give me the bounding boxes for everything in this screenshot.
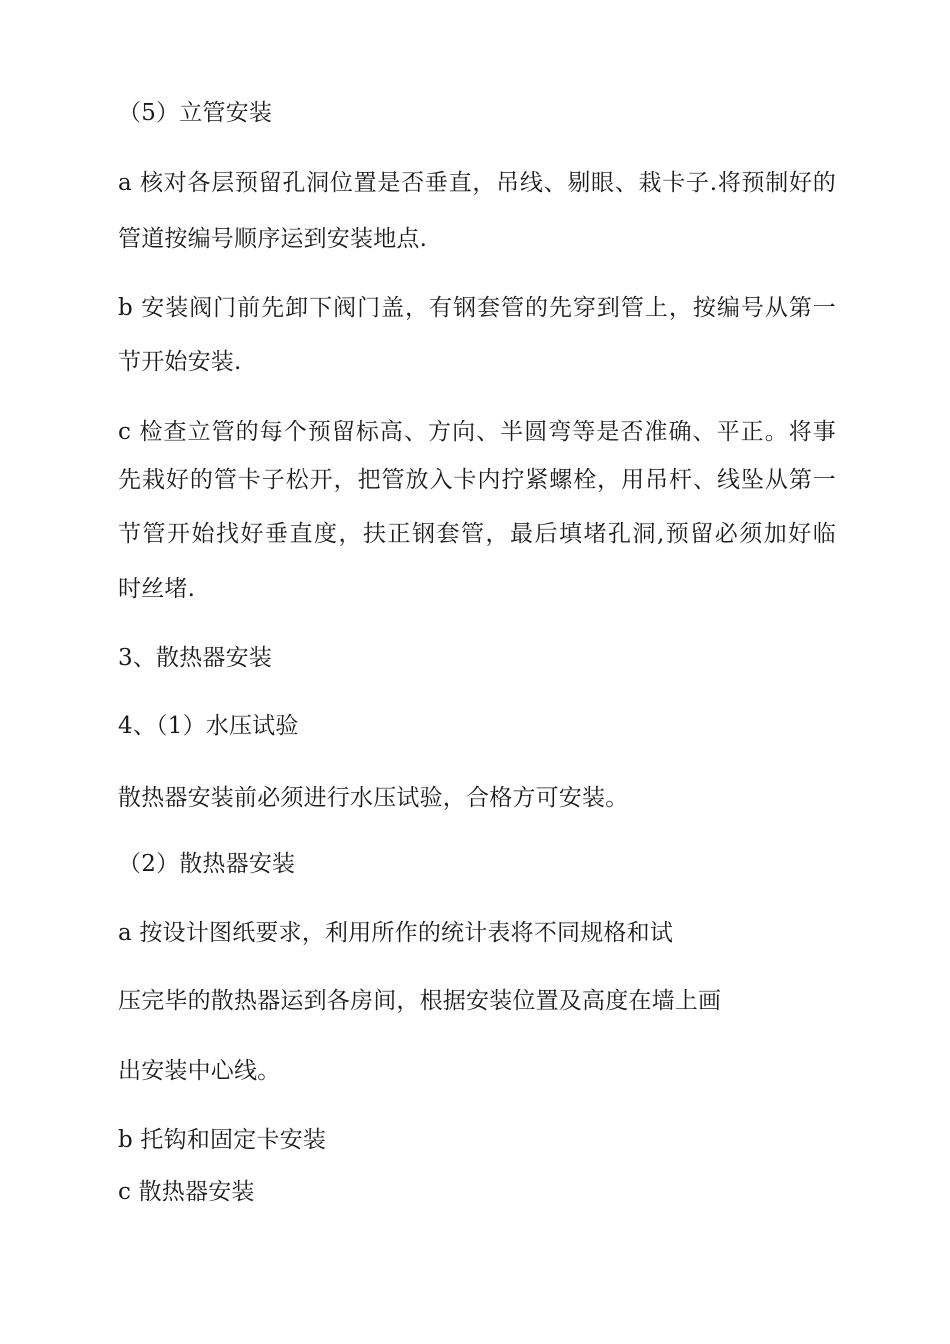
- paragraph-line: 出安装中心线。: [118, 1058, 281, 1084]
- paragraph-line: b 安装阀门前先卸下阀门盖，有钢套管的先穿到管上，按编号从第一: [118, 295, 836, 321]
- paragraph-line: 节管开始找好垂直度，扶正钢套管，最后填堵孔洞,预留必须加好临: [118, 521, 836, 547]
- paragraph-line: 先栽好的管卡子松开，把管放入卡内拧紧螺栓，用吊杆、线坠从第一: [118, 467, 836, 493]
- section-heading-radiator-install: 3、散热器安装: [118, 645, 273, 671]
- list-item: c 散热器安装: [118, 1179, 255, 1205]
- paragraph-line: 时丝堵.: [118, 576, 196, 602]
- list-item: b 托钩和固定卡安装: [118, 1127, 327, 1153]
- paragraph-line: 节开始安装.: [118, 349, 242, 375]
- paragraph-line: a 按设计图纸要求，利用所作的统计表将不同规格和试: [118, 920, 674, 946]
- paragraph-line: 管道按编号顺序运到安装地点.: [118, 226, 428, 252]
- paragraph-line: c 检查立管的每个预留标高、方向、半圆弯等是否准确、平正。将事: [118, 419, 836, 445]
- paragraph-line: 压完毕的散热器运到各房间，根据安装位置及高度在墙上画: [118, 988, 722, 1014]
- paragraph-line: a 核对各层预留孔洞位置是否垂直，吊线、剔眼、栽卡子.将预制好的: [118, 170, 836, 196]
- section-heading-riser-install: （5）立管安装: [118, 100, 273, 126]
- paragraph-line: 散热器安装前必须进行水压试验，合格方可安装。: [118, 785, 629, 811]
- section-heading-pressure-test: 4、（1）水压试验: [118, 713, 299, 739]
- section-heading-radiator-install-sub: （2）散热器安装: [118, 851, 296, 877]
